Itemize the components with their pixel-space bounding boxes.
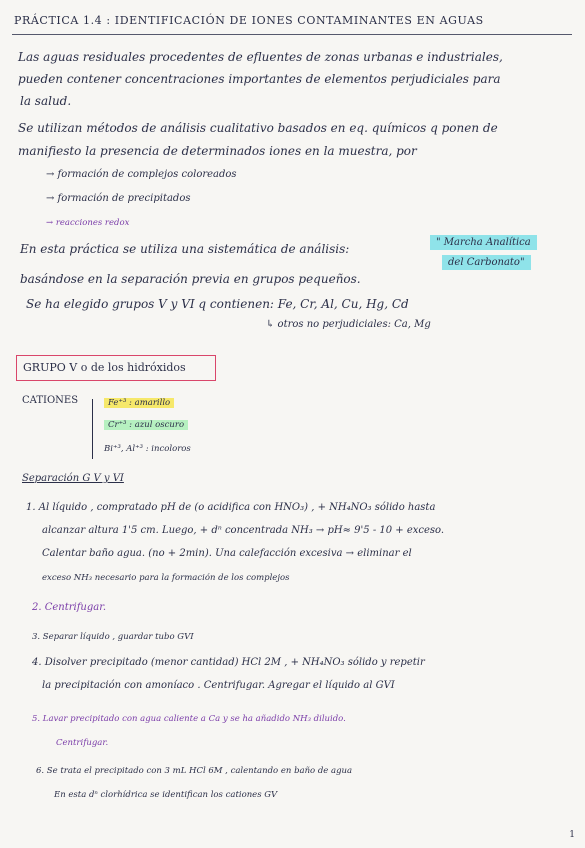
method-bullet-3: → reacciones redox [46,218,130,228]
group-heading: GRUPO V o de los hidróxidos [23,361,186,374]
step-1-line-2: alcanzar altura 1'5 cm. Luego, + dⁿ concentrada NH₃ → pH≈ 9'5 - 10 + exceso. [42,525,445,536]
step-1-line-3: Calentar baño agua. (no + 2min). Una calefacción excesiva → eliminar el [42,548,412,559]
method-bullet-1: → formación de complejos coloreados [46,169,237,180]
intro-line-2: pueden contener concentraciones importantes de elementos perjudiciales para [18,72,501,86]
methods-line-2: manifiesto la presencia de determinados iones en la muestra, por [18,144,417,158]
step-5-line-1: 5. Lavar precipitado con agua caliente a Ca y se ha añadido NH₃ diluido. [32,714,346,724]
step-6-line-1: 6. Se trata el precipitado con 3 mL HCl 6M , calentando en baño de agua [36,766,353,776]
intro-line-3: la salud. [20,94,72,108]
page-title: PRÁCTICA 1.4 : IDENTIFICACIÓN DE IONES CONTAMINANTES EN AGUAS [14,14,484,27]
cation-text-cr: Cr⁺³ : azul oscuro [104,420,188,430]
step-1-line-1: 1. Al líquido , compratado pH de (o acidifica con HNO₃) , + NH₄NO₃ sólido hasta [26,502,436,513]
highlight-marcha [430,234,537,249]
separation-title: Separación G V y VI [22,473,124,484]
system-line-4: ↳ otros no perjudiciales: Ca, Mg [266,319,431,330]
step-2: 2. Centrifugar. [32,602,107,613]
page-number: 1 [569,830,575,840]
highlight-carbonato [442,254,531,269]
group-heading-box [16,355,216,381]
highlight-text-2: del Carbonato" [442,255,531,270]
step-1-line-4: exceso NH₃ necesario para la formación de los complejos [42,573,290,583]
highlight-text-1: " Marcha Analítica [430,235,537,250]
cations-label: CATIONES [22,395,79,406]
cations-bracket [92,399,99,459]
step-6-line-2: En esta dⁿ clorhídrica se identifican los cationes GV [54,790,278,800]
methods-line-1: Se utilizan métodos de análisis cualitativo basados en eq. químicos q ponen de [18,121,498,135]
step-4-line-2: la precipitación con amoníaco . Centrifugar. Agregar el líquido al GVI [42,680,395,691]
system-line-1: En esta práctica se utiliza una sistemática de análisis: [20,242,350,256]
step-5-line-2: Centrifugar. [56,738,109,748]
cation-text-fe: Fe⁺³ : amarillo [104,398,174,408]
title-underline [12,34,572,35]
step-3: 3. Separar líquido , guardar tubo GVI [32,632,194,642]
cation-item-fe [104,396,174,410]
cation-item-cr [104,418,188,432]
system-line-2: basándose en la separación previa en grupos pequeños. [20,272,361,286]
system-line-3: Se ha elegido grupos V y VI q contienen: Fe, Cr, Al, Cu, Hg, Cd [26,297,409,311]
intro-line-1: Las aguas residuales procedentes de efluentes de zonas urbanas e industriales, [18,50,503,64]
cation-item-bi-al: Bi⁺³, Al⁺³ : incoloros [104,444,191,454]
step-4-line-1: 4. Disolver precipitado (menor cantidad) HCl 2M , + NH₄NO₃ sólido y repetir [32,657,425,668]
method-bullet-2: → formación de precipitados [46,193,191,204]
